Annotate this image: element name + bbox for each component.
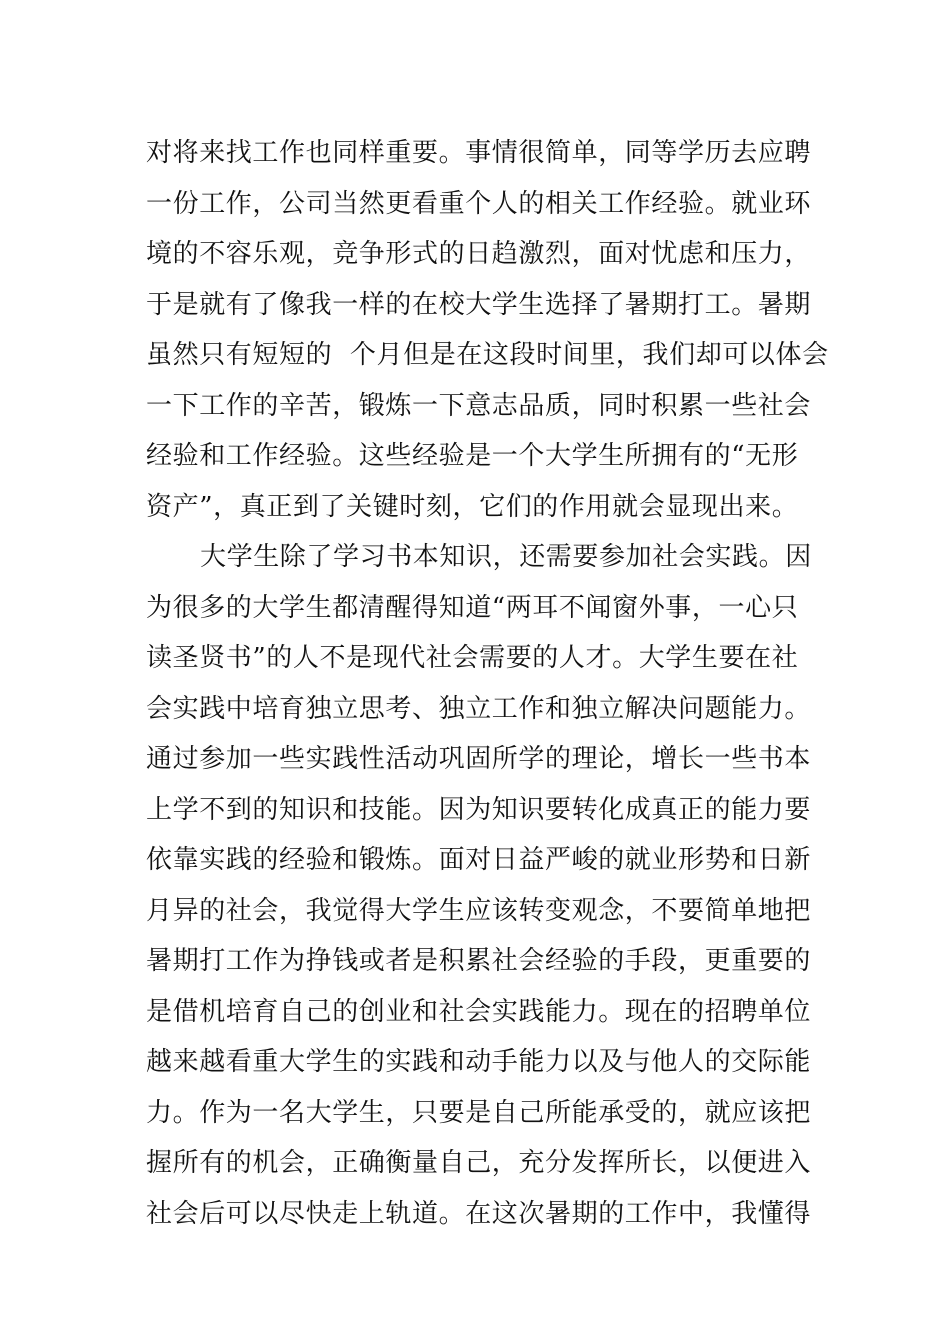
paragraph-line: 境的不容乐观，竞争形式的日趋激烈，面对忧虑和压力， xyxy=(146,239,812,269)
paragraph-line: 通过参加一些实践性活动巩固所学的理论，增长一些书本 xyxy=(146,744,812,774)
paragraph-line: 握所有的机会，正确衡量自己，充分发挥所长，以便进入 xyxy=(146,1148,812,1178)
paragraph-first-line: 大学生除了学习书本知识，还需要参加社会实践。因 xyxy=(200,542,812,572)
paragraph-line: 依靠实践的经验和锻炼。面对日益严峻的就业形势和日新 xyxy=(146,845,812,875)
document-body xyxy=(146,128,829,1239)
paragraph-line: 力。作为一名大学生，只要是自己所能承受的，就应该把 xyxy=(146,1097,812,1128)
paragraph-line: 一份工作，公司当然更看重个人的相关工作经验。就业环 xyxy=(146,188,812,219)
paragraph-line: 是借机培育自己的创业和社会实践能力。现在的招聘单位 xyxy=(146,996,812,1027)
paragraph-line: 越来越看重大学生的实践和动手能力以及与他人的交际能 xyxy=(146,1047,812,1077)
paragraph-line: 于是就有了像我一样的在校大学生选择了暑期打工。暑期 xyxy=(146,289,812,320)
paragraph-2 xyxy=(146,532,826,1239)
paragraph-line: 资产”，真正到了关键时刻，它们的作用就会显现出来。 xyxy=(146,491,799,522)
paragraph-line: 暑期打工作为挣钱或者是积累社会经验的手段，更重要的 xyxy=(146,946,812,976)
paragraph-line: 社会后可以尽快走上轨道。在这次暑期的工作中，我懂得 xyxy=(146,1198,812,1229)
paragraph-1 xyxy=(146,128,829,532)
paragraph-line: 月异的社会，我觉得大学生应该转变观念，不要简单地把 xyxy=(146,895,812,926)
paragraph-line: 虽然只有短短的 个月但是在这段时间里，我们却可以体会 xyxy=(146,340,829,370)
paragraph-line: 经验和工作经验。这些经验是一个大学生所拥有的“无形 xyxy=(146,441,799,471)
paragraph-line: 为很多的大学生都清醒得知道“两耳不闻窗外事，一心只 xyxy=(146,592,799,623)
paragraph-line: 一下工作的辛苦，锻炼一下意志品质，同时积累一些社会 xyxy=(146,390,812,421)
paragraph-line: 读圣贤书”的人不是现代社会需要的人才。大学生要在社 xyxy=(146,643,799,673)
paragraph-line: 会实践中培育独立思考、独立工作和独立解决问题能力。 xyxy=(146,693,812,724)
paragraph-line: 对将来找工作也同样重要。事情很简单，同等学历去应聘 xyxy=(146,138,812,168)
paragraph-line: 上学不到的知识和技能。因为知识要转化成真正的能力要 xyxy=(146,794,812,825)
